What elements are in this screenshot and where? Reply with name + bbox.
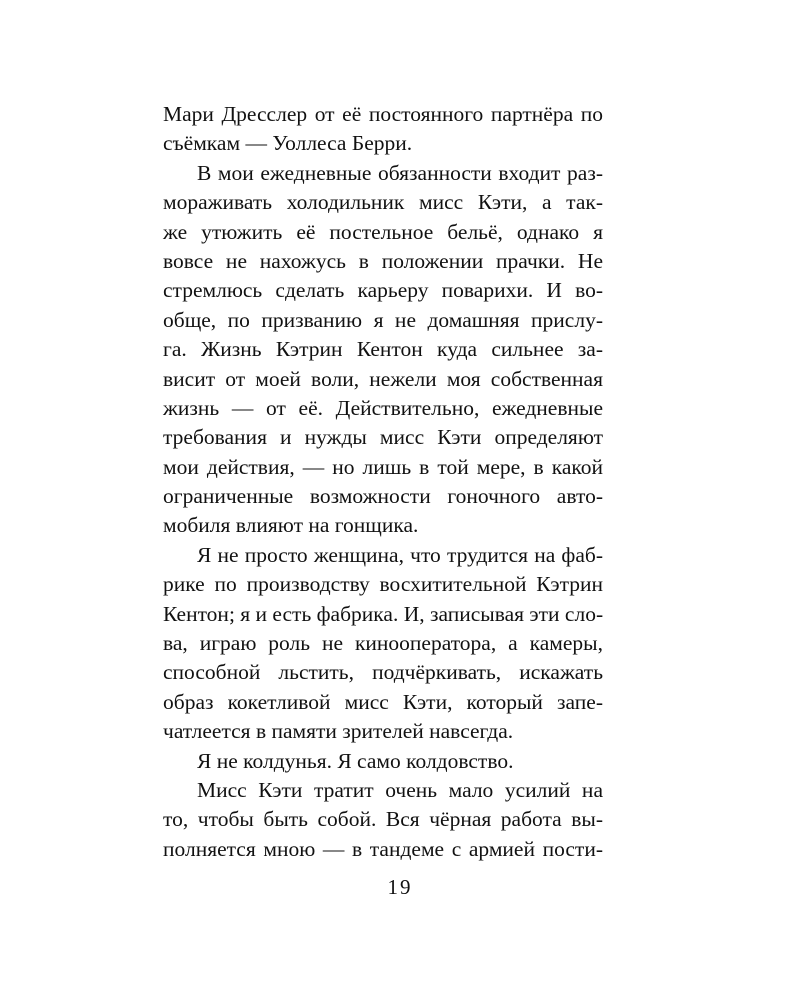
page-number: 19 (387, 875, 413, 899)
text-line: обще, по призванию я не домашняя прислу- (163, 307, 603, 332)
text-line: ограниченные возможности гоночного авто- (163, 484, 603, 509)
text-line: образ кокетливой мисс Кэти, который запе- (163, 689, 603, 714)
text-line: мои действия, — но лишь в той мере, в какой (163, 454, 603, 479)
text-line: съёмкам — Уоллеса Берри. (163, 131, 413, 156)
text-line: же утюжить её постельное бельё, однако я (163, 219, 603, 244)
text-line: Кентон; я и есть фабрика. И, записывая эти сло- (163, 601, 604, 626)
text-line: га. Жизнь Кэтрин Кентон куда сильнее за- (163, 337, 603, 362)
text-line: мобиля влияют на гонщика. (163, 513, 419, 538)
text-line: способной льстить, подчёркивать, искажать (163, 660, 603, 685)
text-line: стремлюсь сделать карьеру поварихи. И во- (163, 278, 603, 303)
text-line: то, чтобы быть собой. Вся чёрная работа вы- (163, 807, 603, 832)
text-line: жизнь — от её. Действительно, ежедневные (163, 395, 603, 420)
body-text (163, 100, 603, 864)
text-line: рике по производству восхитительной Кэтрин (163, 572, 603, 597)
paragraph-start-line: Я не просто женщина, что трудится на фаб- (197, 542, 603, 567)
text-line: вовсе не нахожусь в положении прачки. Не (163, 248, 603, 273)
paragraph-start-line: В мои ежедневные обязанности входит раз- (197, 160, 603, 185)
text-line: висит от моей воли, нежели моя собственная (163, 366, 603, 391)
text-line: мораживать холодильник мисс Кэти, а так- (163, 190, 603, 215)
text-line: полняется мною — в тандеме с армией пости- (163, 836, 603, 861)
text-line: требования и нужды мисс Кэти определяют (163, 425, 603, 450)
paragraph-start-line: Я не колдунья. Я само колдовство. (197, 748, 514, 773)
text-line: ва, играю роль не кинооператора, а камеры, (163, 631, 603, 656)
text-line: Мари Дресслер от её постоянного партнёра по (163, 102, 603, 126)
text-line: чатлеется в памяти зрителей навсегда. (163, 719, 514, 744)
paragraph-start-line: Мисс Кэти тратит очень мало усилий на (197, 777, 603, 802)
